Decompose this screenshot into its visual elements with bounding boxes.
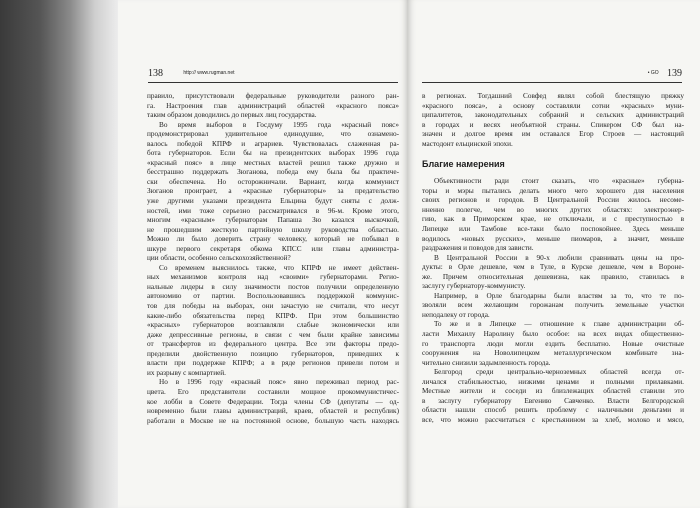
text-line: значен и долгое время им оставался Егор Строев — настоящий: [422, 130, 684, 139]
text-line: своих регионов и городов. В Центральной России жилось несоме-: [422, 196, 684, 205]
text-line: водилось «новых русских», меньше пиомаров, а значит, меньше: [422, 234, 684, 243]
text-line: же. Причем относительная дешевизна, как правило, ставилась в: [422, 272, 684, 281]
text-line: га. Настроения глав администраций областей «красного пояса»: [147, 101, 399, 110]
text-line: даже депрессивные регионы, в связи с чем были крайне зависимы: [147, 330, 399, 339]
text-line: тов для победы на выборах, они зачастую не считали, что несут: [147, 302, 399, 311]
header-url: http:// www.rugman.net: [183, 70, 235, 76]
text-line: ции области, особенно сельскохозяйственной?: [147, 254, 291, 263]
text-line: все, что можно рассчитаться с крестьянином за хлеб, молоко и мясо,: [422, 415, 684, 424]
text-line: бесстрашно поддержать Зюганова, победа ему была бы практиче-: [147, 168, 399, 177]
text-line: торы и мэры пытались делать много чего хорошего для населения: [422, 186, 684, 195]
text-line: го транспорта люди могли ездить бесплатно. Новые очистные: [422, 339, 684, 348]
text-line: пределили двойственную позицию губернаторов, приведших к: [147, 349, 399, 358]
text-line: «красных» губернаторов возглавляли слабые экономически или: [147, 321, 399, 330]
text-line: уже другими указами президента Ельцина будут сняты с долж-: [147, 197, 399, 206]
text-line: нальные лидеры в силу значимости постов получили определенную: [147, 282, 399, 291]
text-line: ных механизмов контроля над «своими» губернаторами. Регио-: [147, 273, 399, 282]
text-line: области нашли способ решить проблему с наличными деньгами и: [422, 406, 684, 415]
right-page-body: [422, 92, 684, 426]
text-line: Но в 1996 году «красный пояс» явно переживал период рас-: [159, 378, 399, 387]
header-logo: • GO: [647, 70, 659, 76]
text-line: в регионах. Тогдашний Совфед являл собой блестящую пряжку: [422, 92, 684, 100]
section-title: Благие намерения: [422, 159, 505, 170]
right-page-header: [422, 68, 682, 83]
text-line: сооружения на Новолипецком металлургическом комбинате зна-: [422, 349, 684, 358]
left-page-body: [147, 92, 399, 426]
text-line: новременно были главы администраций, краев, областей и республик): [147, 407, 399, 416]
text-line: «красный пояс» в лице местных властей решил также дружно и: [147, 158, 399, 167]
text-line: продемонстрировал удивительное единодушие, что ознамено-: [147, 130, 399, 139]
page-number-right: 139: [667, 68, 682, 79]
text-line: ципалитетов, законодательных собраний и сельских администраций: [422, 111, 684, 120]
text-line: неподалеку от города.: [422, 310, 490, 319]
text-line: их разрыву с компартией.: [147, 368, 226, 377]
text-line: Липецке или Тамбове все-таки было поспокойнее. Здесь меньше: [422, 225, 684, 234]
text-line: работали в Москве не на постоянной основе, большую часть находясь: [147, 416, 399, 425]
text-line: от трансфертов из федерального центра. Все эти факторы предо-: [147, 340, 399, 349]
text-line: дукты: в Орле дешевле, чем в Туле, в Курске дешевле, чем в Вороне-: [422, 263, 684, 272]
text-line: зволяли всем желающим горожанам получить земельные участки: [422, 301, 684, 310]
text-line: какие-либо обязательства перед КПРФ. При этом большинство: [147, 311, 399, 320]
left-page: [118, 0, 408, 508]
text-line: раздражения и поводов для зависти.: [422, 244, 534, 253]
text-line: ласти Михаилу Наролину было особое: на всех видах общественно-: [422, 330, 684, 339]
left-page-header: [148, 68, 398, 83]
text-line: Во время выборов в Госдуму 1995 года «красный пояс»: [159, 120, 399, 129]
text-line: Со временем выяснилось также, что КПРФ не имеет действен-: [159, 263, 399, 272]
text-line: в городах и весях необъятной страны. Спикером СФ был на-: [422, 120, 684, 129]
text-line: В Центральной России в 90-х любили сравнивать цены на про-: [434, 253, 684, 262]
text-line: Местные жители и соседи из близлежащих областей ставили это: [422, 387, 684, 396]
text-line: таким образом доводились до первых лиц государства.: [147, 111, 317, 120]
text-line: чительно снизили задымленность города.: [422, 358, 551, 367]
page-number-left: 138: [148, 68, 163, 79]
text-line: гию, как в Приморском крае, не отключали, и с преступностью в: [422, 215, 684, 224]
text-line: валось победой КПРФ и аграриев. Чувствовалась слаженная ра-: [147, 139, 399, 148]
text-line: автономию от партии. Воспользовавшись поддержкой коммунис-: [147, 292, 399, 301]
text-line: ски обеспечена. Но осторожничали. Вариант, когда коммунист: [147, 177, 399, 186]
text-line: цвета. Его представители составили мощное прокоммунистичес-: [147, 387, 399, 396]
text-line: «красного пояса», а основу составляли сотни «красных» муни-: [422, 101, 684, 110]
text-line: ностей, ими тоже серьезно рассматривался в 96-м. Кроме этого,: [147, 206, 399, 215]
text-line: бота губернаторов. Если бы на президентских выборах 1996 года: [147, 149, 399, 158]
text-line: Можно ли было доверить страну человеку, который не побывал в: [147, 235, 399, 244]
text-line: Например, в Орле благодарны были властям за то, что те по-: [434, 291, 684, 300]
text-line: заслугу губернатору-коммунисту.: [422, 282, 526, 291]
text-line: личался стабильностью, низкими ценами и полными прилавками.: [422, 377, 684, 386]
text-line: Объективности ради стоит сказать, что «красные» губерна-: [434, 177, 684, 186]
text-line: власти при поддержке КПРФ; а в ряде регионов привели потом и: [147, 359, 399, 368]
text-line: Зюганов проиграет, а «красные губернаторы» за предательство: [147, 187, 399, 196]
text-line: То же и в Липецке — отношение к главе администрации об-: [434, 320, 684, 329]
text-line: в заслугу губернатору Евгению Савченко. Власти Белгородской: [422, 396, 684, 405]
text-line: нненно полегче, чем во многих других областях: электроэнер-: [422, 205, 684, 214]
text-line: Белгород среди центрально-черноземных областей всегда от-: [434, 368, 684, 377]
text-line: многим «красным» губернаторам Папаша Зю казался выскочкой,: [147, 216, 399, 225]
text-line: правило, присутствовали федеральные руководители разного ран-: [147, 92, 399, 100]
text-line: шкуре первого секретаря обкома КПСС или главы администра-: [147, 244, 399, 253]
text-line: не прошедшим жесткую партийную школу руководства областью.: [147, 225, 399, 234]
text-line: кое лобби в Совете Федерации. Тогда члены СФ (депутаты — од-: [147, 397, 399, 406]
text-line: мастодонт ельцинской эпохи.: [422, 139, 513, 148]
right-page: [408, 0, 700, 508]
